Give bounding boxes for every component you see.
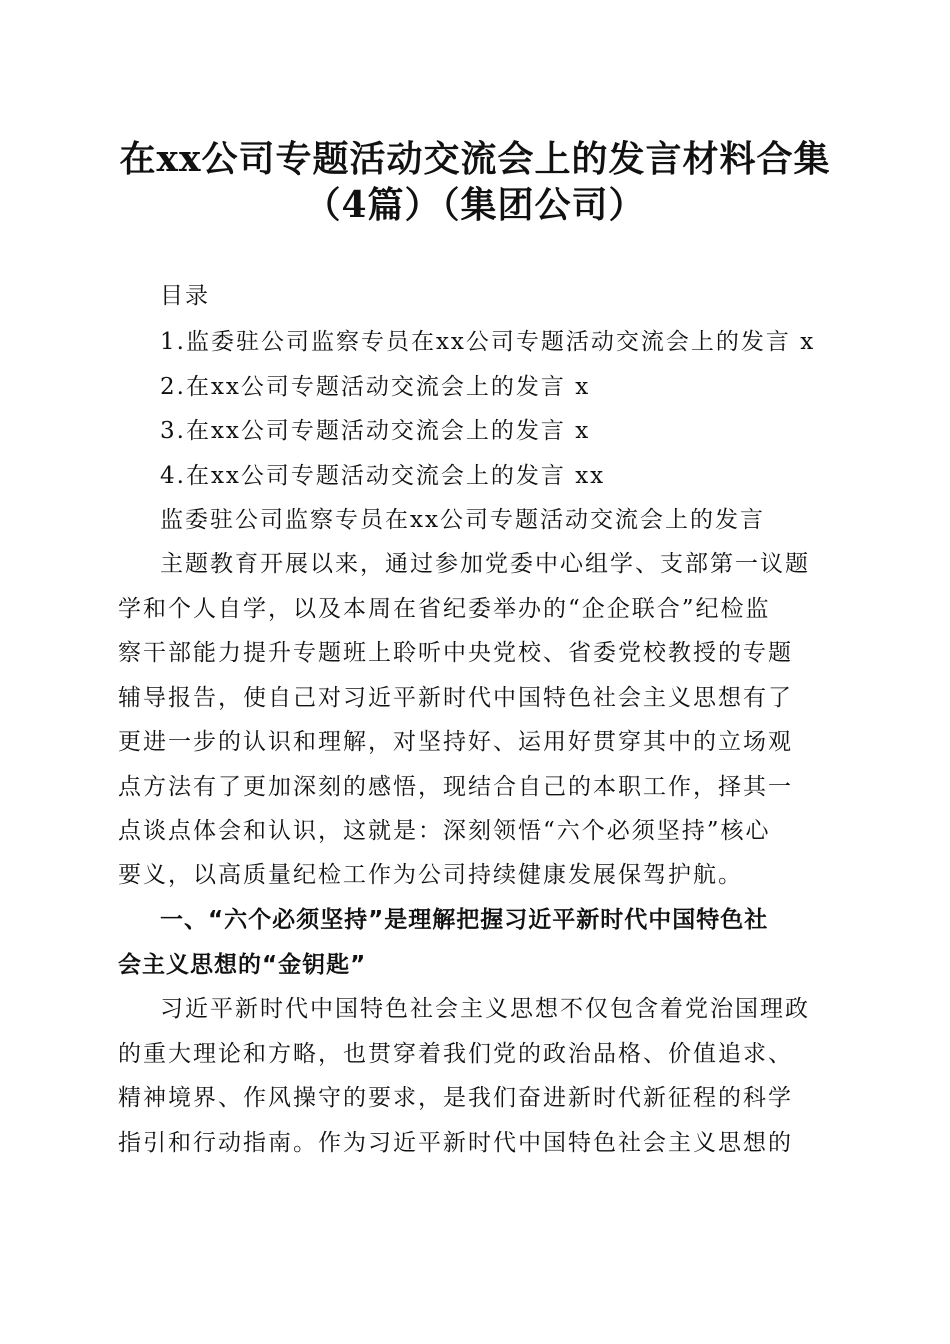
section-1-heading-line-2: 会主义思想的“金钥匙” [118, 952, 367, 978]
paragraph-1-line: 要义，以高质量纪检工作为公司持续健康发展保驾护航。 [118, 862, 743, 888]
paragraph-1-line: 察干部能力提升专题班上聆听中央党校、省委党校教授的专题 [118, 640, 793, 666]
paragraph-1-line: 辅导报告，使自己对习近平新时代中国特色社会主义思想有了 [118, 685, 793, 711]
paragraph-2-line: 习近平新时代中国特色社会主义思想不仅包含着党治国理政 [160, 996, 810, 1022]
document-title-line-1: 在xx公司专题活动交流会上的发言材料合集 [119, 138, 831, 180]
paragraph-1-line: 点谈点体会和认识，这就是：深刻领悟“六个必须坚持”核心 [118, 818, 771, 844]
toc-item-4: 4.在xx公司专题活动交流会上的发言 xx [160, 463, 606, 489]
toc-item-3: 3.在xx公司专题活动交流会上的发言 x [160, 418, 591, 444]
paragraph-2-line: 指引和行动指南。作为习近平新时代中国特色社会主义思想的 [118, 1130, 793, 1156]
paragraph-1-line: 更进一步的认识和理解，对坚持好、运用好贯穿其中的立场观 [118, 729, 793, 755]
paragraph-1-line: 点方法有了更加深刻的感悟，现结合自己的本职工作，择其一 [118, 774, 793, 800]
document-title-line-2: （4篇）（集团公司） [304, 184, 646, 226]
article-title: 监委驻公司监察专员在xx公司专题活动交流会上的发言 [160, 507, 765, 533]
section-1-heading-line-1: 一、“六个必须坚持”是理解把握习近平新时代中国特色社 [160, 907, 769, 933]
toc-item-2: 2.在xx公司专题活动交流会上的发言 x [160, 374, 591, 400]
toc-item-1: 1.监委驻公司监察专员在xx公司专题活动交流会上的发言 x [160, 329, 816, 355]
toc-heading: 目录 [160, 283, 210, 309]
paragraph-1-line: 学和个人自学，以及本周在省纪委举办的“企企联合”纪检监 [118, 596, 771, 622]
paragraph-2-line: 精神境界、作风操守的要求，是我们奋进新时代新征程的科学 [118, 1085, 793, 1111]
paragraph-1-line: 主题教育开展以来，通过参加党委中心组学、支部第一议题 [160, 551, 810, 577]
paragraph-2-line: 的重大理论和方略，也贯穿着我们党的政治品格、价值追求、 [118, 1041, 793, 1067]
